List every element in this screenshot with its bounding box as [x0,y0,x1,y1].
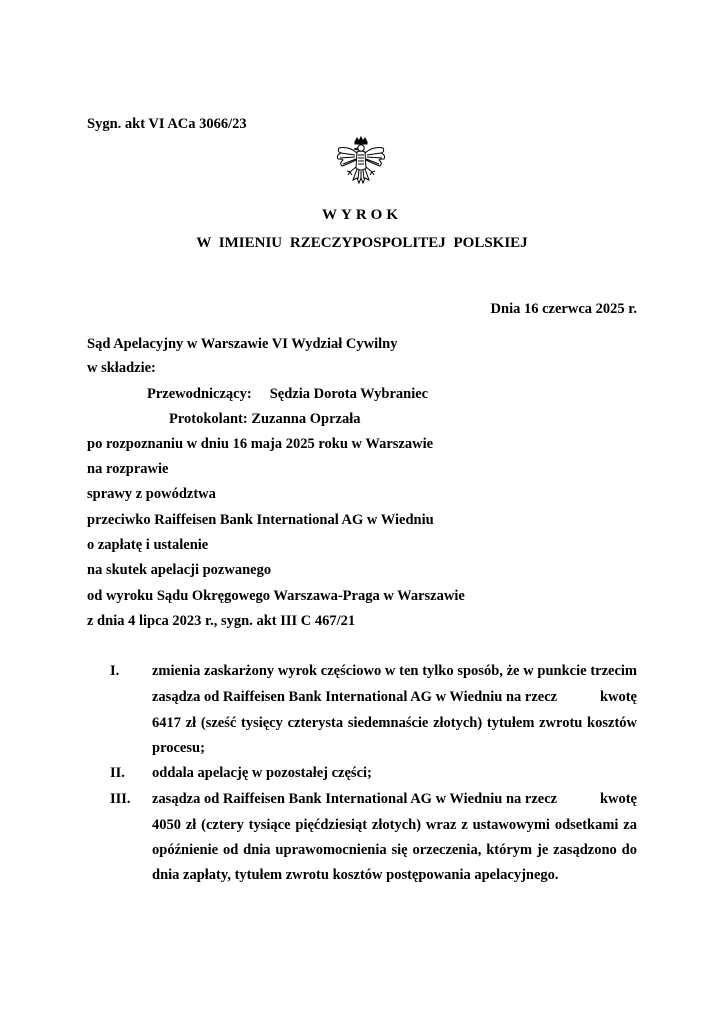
point-line: 4050 zł (cztery tysiące pięćdziesiąt złotych) wraz z ustawowymi odsetkami za [152,817,637,833]
case-line: sprawy z powództwa [87,486,216,502]
subject-line: o zapłatę i ustalenie [87,537,209,553]
point-line: dnia zapłaty, tytułem zwrotu kosztów postępowania apelacyjnego. [152,867,559,883]
presiding-label: Przewodniczący: [147,386,252,402]
hearing-line: po rozpoznaniu w dniu 16 maja 2025 roku w Warszawie [87,436,434,452]
clerk-name: Zuzanna Oprzała [251,411,361,427]
court-clerk [169,412,360,427]
presiding-judge [147,387,428,402]
lower-court-line: od wyroku Sądu Okręgowego Warszawa-Praga w Warszawie [87,588,465,604]
case-signature: Sygn. akt VI ACa 3066/23 [87,116,247,132]
lower-judgment-date: z dnia 4 lipca 2023 r., sygn. akt III C 467/21 [87,613,356,629]
point-line: oddala apelację w pozostałej części; [152,765,372,781]
point-line: procesu; [152,740,205,756]
appeal-line: na skutek apelacji pozwanego [87,562,272,578]
point-number: III. [110,791,131,807]
judgment-subtitle: W IMIENIU RZECZYPOSPOLITEJ POLSKIEJ [196,235,528,251]
point-line: opóźnienie od dnia uprawomocnienia się orzeczenia, którym je zasądzono do [152,842,637,858]
point-line: zmienia zaskarżony wyrok częściowo w ten tylko sposób, że w punkcie trzecim [152,663,637,679]
point-line [152,792,637,807]
court-name: Sąd Apelacyjny w Warszawie VI Wydział Cywilny [87,336,398,352]
clerk-label: Protokolant: [169,411,248,427]
point-line-part: zasądza od Raiffeisen Bank International AG w Wiedniu na rzecz [152,689,558,705]
point-line-part: kwotę [599,689,637,705]
judgment-date: Dnia 16 czerwca 2025 r. [490,301,637,317]
point-number: I. [110,663,120,679]
point-number: II. [110,765,125,781]
point-line-part: kwotę [599,791,637,807]
composition-label: w składzie: [87,360,156,376]
session-line: na rozprawie [87,461,169,477]
judgment-title: WYROK [322,207,402,223]
presiding-name: Sędzia Dorota Wybraniec [269,386,429,402]
defendant-line: przeciwko Raiffeisen Bank International AG w Wiedniu [87,512,434,528]
point-line: 6417 zł (sześć tysięcy czterysta siedemnaście złotych) tytułem zwrotu kosztów [152,715,637,731]
point-line [152,690,637,705]
polish-eagle-emblem-icon [331,136,391,196]
point-line-part: zasądza od Raiffeisen Bank International AG w Wiedniu na rzecz [152,791,558,807]
